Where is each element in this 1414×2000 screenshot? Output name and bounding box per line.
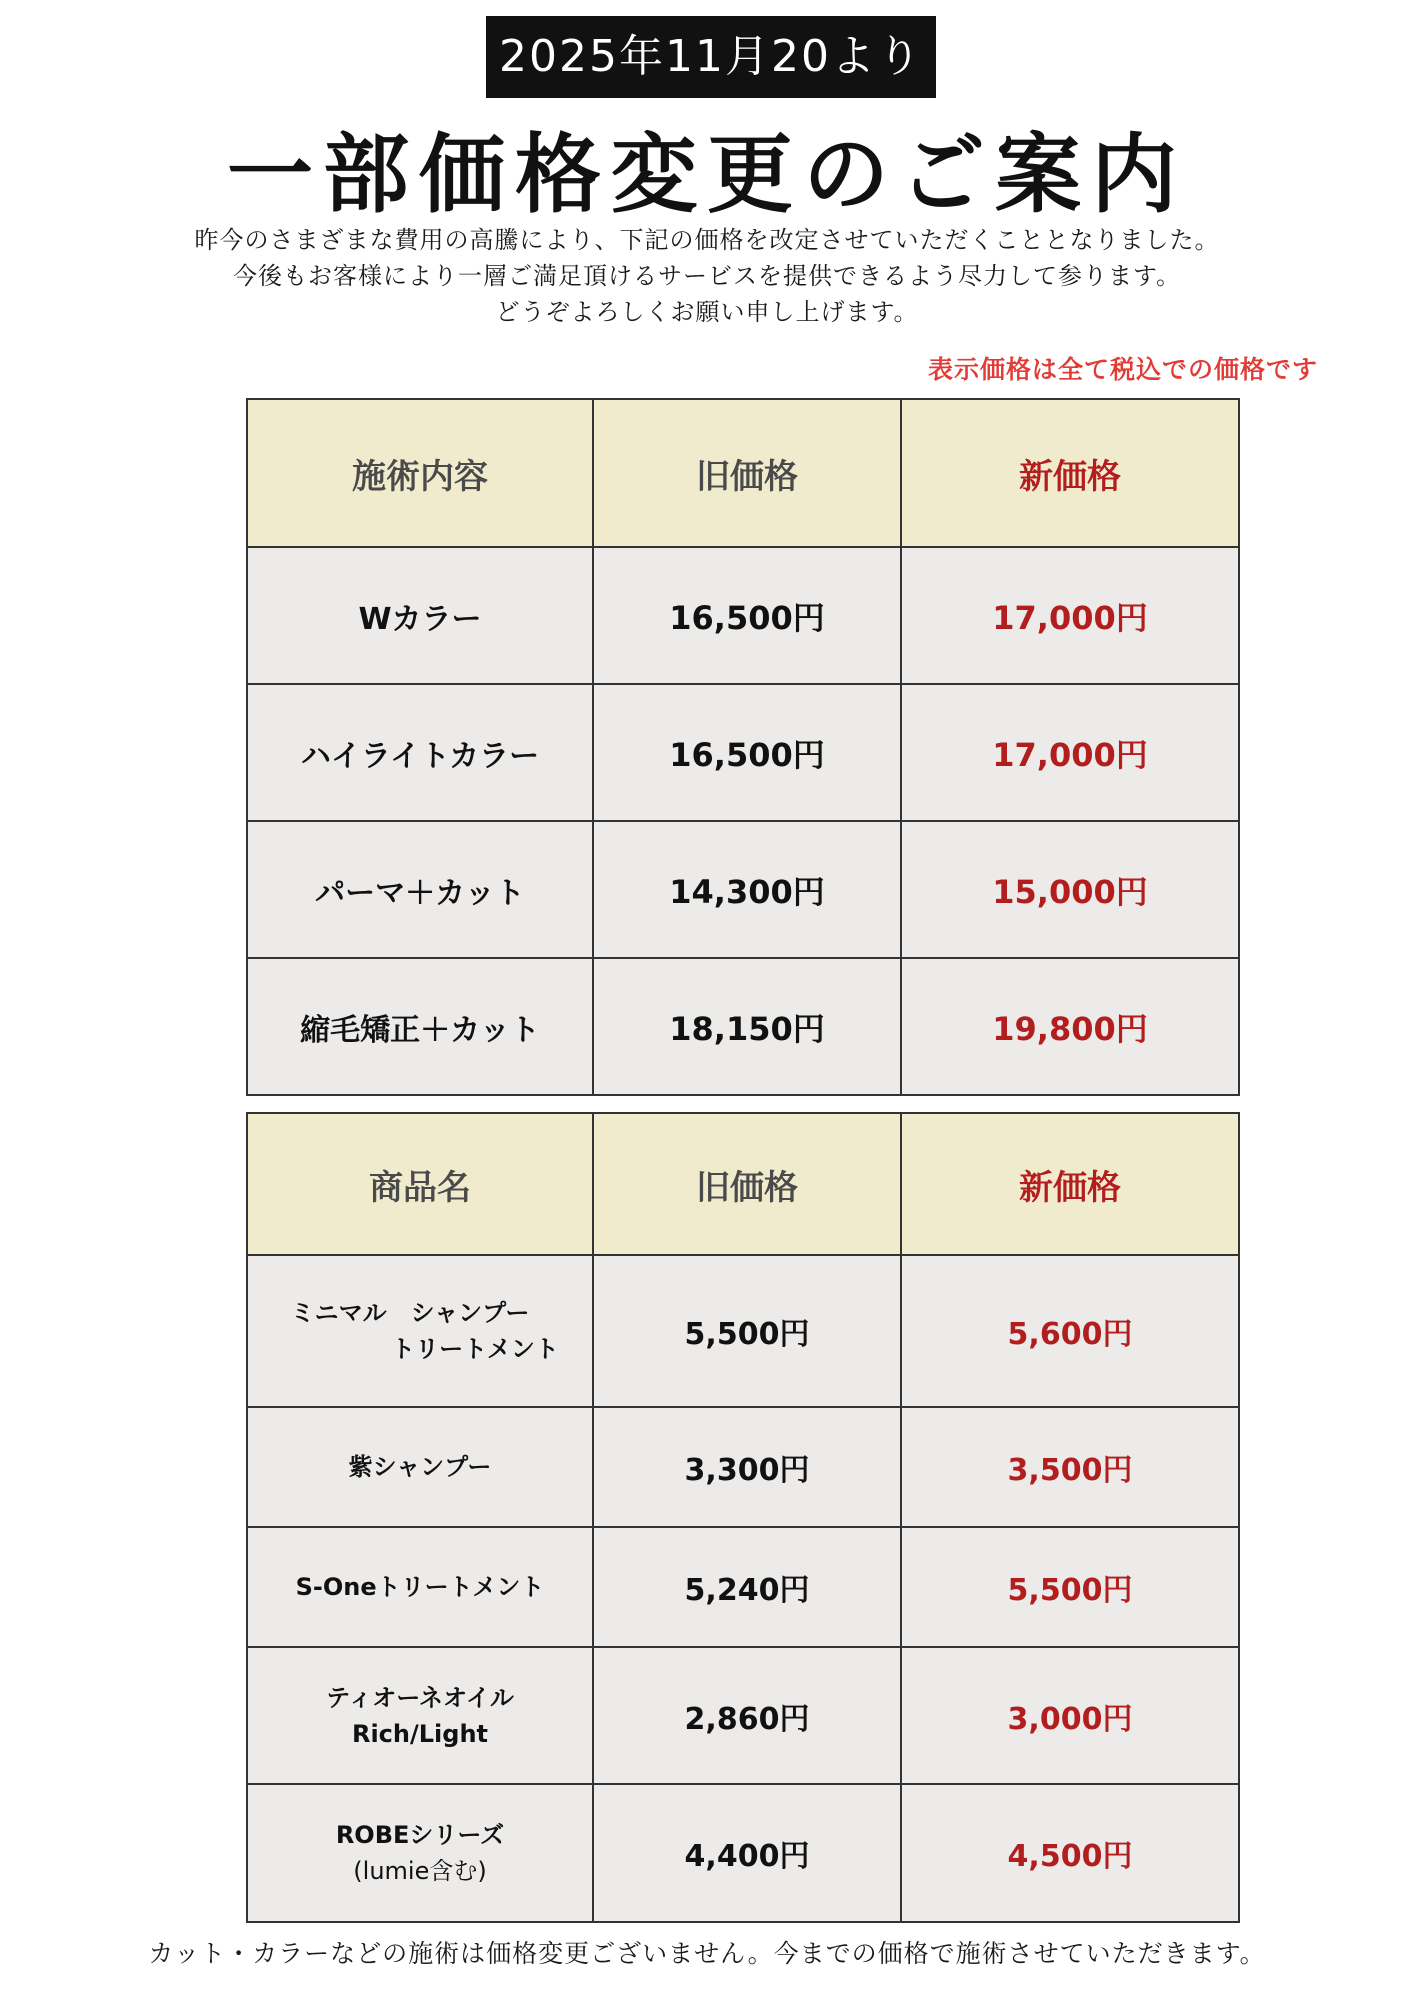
product-name-line: トリートメント: [391, 1335, 559, 1363]
tax-note: 表示価格は全て税込での価格です: [927, 355, 1318, 384]
product-name: [247, 1527, 593, 1647]
product-name: [247, 1784, 593, 1922]
page-title: 一部価格変更のご案内: [227, 125, 1187, 225]
service-name: ハイライトカラー: [247, 684, 593, 821]
product-name-line: (lumie含む): [353, 1857, 487, 1885]
old-price: 3,300円: [593, 1407, 901, 1527]
table-row: [247, 958, 1239, 1095]
old-price: 2,860円: [593, 1647, 901, 1784]
footer-note: カット・カラーなどの施術は価格変更ございません。今までの価格で施術させていただきます。: [148, 1939, 1266, 1968]
new-price: 3,000円: [901, 1647, 1239, 1784]
product-name: [247, 1407, 593, 1527]
intro-text: [0, 222, 1414, 330]
old-price: 14,300円: [593, 821, 901, 958]
service-name: パーマ＋カット: [247, 821, 593, 958]
product-name-line: ROBEシリーズ: [335, 1821, 505, 1849]
new-price: 3,500円: [901, 1407, 1239, 1527]
table-row: [247, 1647, 1239, 1784]
old-price: 5,240円: [593, 1527, 901, 1647]
table-row: [247, 547, 1239, 684]
product-name: [247, 1255, 593, 1407]
table-row: [247, 1407, 1239, 1527]
table-header-row: [247, 1113, 1239, 1255]
service-price-table: [246, 398, 1240, 1096]
header-new-price: 新価格: [901, 1113, 1239, 1255]
old-price: 18,150円: [593, 958, 901, 1095]
service-name: 縮毛矯正＋カット: [247, 958, 593, 1095]
table-header-row: [247, 399, 1239, 547]
new-price: 19,800円: [901, 958, 1239, 1095]
product-name-line: 紫シャンプー: [348, 1453, 492, 1481]
old-price: 5,500円: [593, 1255, 901, 1407]
new-price: 17,000円: [901, 684, 1239, 821]
old-price: 16,500円: [593, 547, 901, 684]
table-row: [247, 1784, 1239, 1922]
service-name: Wカラー: [247, 547, 593, 684]
new-price: 15,000円: [901, 821, 1239, 958]
new-price: 17,000円: [901, 547, 1239, 684]
header-product: 商品名: [247, 1113, 593, 1255]
table-row: [247, 1255, 1239, 1407]
table-row: [247, 821, 1239, 958]
product-name-line: S-Oneトリートメント: [295, 1573, 545, 1601]
new-price: 4,500円: [901, 1784, 1239, 1922]
product-name-line: ティオーネオイル: [326, 1683, 514, 1712]
old-price: 16,500円: [593, 684, 901, 821]
old-price: 4,400円: [593, 1784, 901, 1922]
product-price-table: [246, 1112, 1240, 1923]
new-price: 5,500円: [901, 1527, 1239, 1647]
intro-line: どうぞよろしくお願い申し上げます。: [495, 298, 919, 326]
new-price: 5,600円: [901, 1255, 1239, 1407]
table-row: [247, 1527, 1239, 1647]
product-name: [247, 1647, 593, 1784]
header-new-price: 新価格: [901, 399, 1239, 547]
product-name-line: ミニマル シャンプー: [290, 1299, 530, 1327]
intro-line: 昨今のさまざまな費用の高騰により、下記の価格を改定させていただくこととなりました。: [194, 226, 1220, 254]
product-name-line: Rich/Light: [351, 1719, 489, 1748]
header-service: 施術内容: [247, 399, 593, 547]
table-row: [247, 684, 1239, 821]
header-old-price: 旧価格: [593, 1113, 901, 1255]
header-old-price: 旧価格: [593, 399, 901, 547]
date-badge: 2025年11月20より: [486, 16, 936, 98]
intro-line: 今後もお客様により一層ご満足頂けるサービスを提供できるよう尽力して参ります。: [232, 262, 1182, 290]
